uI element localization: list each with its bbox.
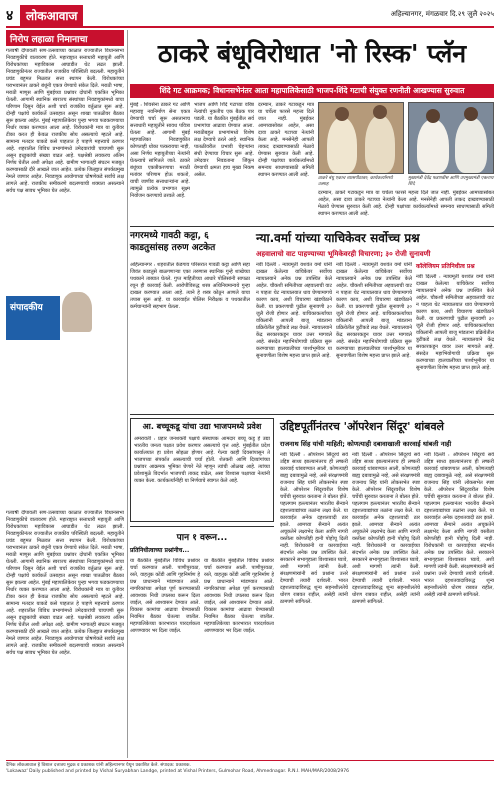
story5-headline: उद्दिष्टपूर्तीनंतरच 'ऑपरेशन सिंदूर' थांबवले [280, 420, 445, 433]
story2-body: अहिल्यानगर : शहरातील केडगाव परिसरात गावठी कट्टा आणि सहा जिवंत काडतुसे बाळगणाऱ्या एका तरुणास स्थानिक गुन्हे शाखेच्या पथकाने ताब्यात घेतले. गुप्त माहितीच्या आधारे पोलिसांनी सापळा रचून ही कारवाई केली. आरोपीविरुद्ध शस्त्र अधिनियमान्वये गुन्हा दाखल करण्यात आला आहे. त्याने हे शस्त्र कोठून आणले याचा तपास सुरू आहे. या कारवाईत पोलिस निरीक्षक व पथकातील कर्मचाऱ्यांनी सहभाग घेतला. [130, 262, 250, 310]
lead-col-2: भाजप आणि शिंदे गटाच्या वरिष्ठ नेत्यांची नुकतीच एक बैठक पार पडली. या बैठकीत मुंबईतील सर्व प्रभागांचा आढावा घेण्यात आला. मराठीबहुल प्रभागांमध्ये विशेष लक्ष देण्याचे ठरले आहे. स्थानिक पातळीवरील प्रभावी चेहऱ्यांना संधी देण्याचा विचार सुरू आहे. उमेदवार निवडताना जिंकून येण्याची क्षमता हाच मुख्य निकष असेल. [194, 102, 254, 178]
imprint-footer [6, 760, 494, 790]
story4-headline: आ. बच्चूकडू यांचा उद्या भाजपमध्ये प्रवेश [142, 422, 262, 431]
second-photo-caption: मुख्यमंत्री देवेंद्र फडणवीस आणि उपमुख्यमंत्री एकनाथ शिंदे [408, 176, 494, 187]
editor-photo [62, 292, 92, 332]
section-divider-3 [130, 526, 274, 527]
section-divider [130, 226, 494, 227]
section-divider-2 [130, 414, 494, 415]
column-rule [127, 30, 128, 758]
page-number: ४ [6, 8, 14, 24]
story3-col-1: नवी दिल्ली : न्यायमूर्ती यशवंत वर्मा यांनी दाखल केलेल्या याचिकेवर सर्वोच्च न्यायालयाने अनेक प्रश्न उपस्थित केले आहेत. चौकशी समितीच्या अहवालाची वाट न पाहता थेट न्यायालयात धाव घेण्यामागचे कारण काय, अशी विचारणा खंडपीठाने केली. या प्रकरणाची पुढील सुनावणी ३० जुलै रोजी होणार आहे. याचिकाकर्त्यांच्या वकिलांनी आपली बाजू मांडताना प्रक्रियेतील त्रुटींकडे लक्ष वेधले. न्यायालयाने केंद्र सरकारकडून यावर उत्तर मागवले आहे. संसदेत महाभियोगाची प्रक्रिया सुरू करण्याच्या हालचालींच्या पार्श्वभूमीवर या सुनावणीला विशेष महत्त्व प्राप्त झाले आहे. [256, 262, 332, 359]
dateline: अहिल्यानगर, मंगळवार दि.२९ जुलै २०२५ [390, 10, 494, 18]
masthead-logo: लोकआवाज [20, 5, 83, 26]
story5-subhead: राजनाथ सिंह यांची माहिती; कोणत्याही दबावाखाली कारवाई थांबली नाही [280, 440, 452, 448]
editorial-continued: गतवर्षी दीपावली सण-उत्सवाच्या काळात राज्यातील विधानसभा निवडणुकीचे वातावरण होते. महाराष्ट्रात सत्ताधारी महायुती आणि विरोधकांच्या महाविकास आघाडीत थेट लढत झाली. निवडणुकीनंतर राज्यातील राजकीय परिस्थिती बदलली. महायुतीने प्रचंड बहुमत मिळवत सत्ता स्थापन केली. विरोधकांच्या पराभवानंतर ठाकरे बंधूंनी एकत्र येण्याचे संकेत दिले. मराठी भाषा, मराठी माणूस आणि मुंबईच्या प्रश्नांवर दोघांनी एकत्रित भूमिका घेतली. आगामी स्थानिक स्वराज्य संस्थांच्या निवडणुकांमध्ये याचा परिणाम दिसून येईल अशी चर्चा राजकीय वर्तुळात सुरू आहे. दोन्ही पक्षांचे कार्यकर्ते उत्साहात असून शाखा पातळीवर बैठका सुरू झाल्या आहेत. मुंबई महापालिकेवर पुन्हा भगवा फडकवण्याचा निर्धार व्यक्त करण्यात आला आहे. विरोधकांनी मात्र या युतीवर टीका करत ही केवळ राजकीय सोय असल्याचे म्हटले आहे. सामान्य मतदार याकडे कसे पाहतात हे पाहणे महत्त्वाचे ठरणार आहे. शहरातील विविध प्रभागांमध्ये उमेदवारांची चाचपणी सुरू असून इच्छुकांची संख्या वाढत आहे. पक्षश्रेष्ठी लवकरच अंतिम निर्णय घेतील अशी अपेक्षा आहे. ग्रामीण भागातही संघटन मजबूत करण्यासाठी दौरे आखले जात आहेत. प्रत्येक जिल्ह्यात संपर्कप्रमुख नेमले जाणार आहेत. निवडणूक आयोगाच्या घोषणेकडे सर्वांचे लक्ष लागले आहे. राजकीय समीकरणे बदलण्याची शक्यता असल्याने सर्वच पक्ष सावध भूमिका घेत आहेत. [6, 510, 124, 656]
editorial-body: गतवर्षी दीपावली सण-उत्सवाच्या काळात राज्यातील विधानसभा निवडणुकीचे वातावरण होते. महाराष्ट्रात सत्ताधारी महायुती आणि विरोधकांच्या महाविकास आघाडीत थेट लढत झाली. निवडणुकीनंतर राज्यातील राजकीय परिस्थिती बदलली. महायुतीने प्रचंड बहुमत मिळवत सत्ता स्थापन केली. विरोधकांच्या पराभवानंतर ठाकरे बंधूंनी एकत्र येण्याचे संकेत दिले. मराठी भाषा, मराठी माणूस आणि मुंबईच्या प्रश्नांवर दोघांनी एकत्रित भूमिका घेतली. आगामी स्थानिक स्वराज्य संस्थांच्या निवडणुकांमध्ये याचा परिणाम दिसून येईल अशी चर्चा राजकीय वर्तुळात सुरू आहे. दोन्ही पक्षांचे कार्यकर्ते उत्साहात असून शाखा पातळीवर बैठका सुरू झाल्या आहेत. मुंबई महापालिकेवर पुन्हा भगवा फडकवण्याचा निर्धार व्यक्त करण्यात आला आहे. विरोधकांनी मात्र या युतीवर टीका करत ही केवळ राजकीय सोय असल्याचे म्हटले आहे. सामान्य मतदार याकडे कसे पाहतात हे पाहणे महत्त्वाचे ठरणार आहे. शहरातील विविध प्रभागांमध्ये उमेदवारांची चाचपणी सुरू असून इच्छुकांची संख्या वाढत आहे. पक्षश्रेष्ठी लवकरच अंतिम निर्णय घेतील अशी अपेक्षा आहे. ग्रामीण भागातही संघटन मजबूत करण्यासाठी दौरे आखले जात आहेत. प्रत्येक जिल्ह्यात संपर्कप्रमुख नेमले जाणार आहेत. निवडणूक आयोगाच्या घोषणेकडे सर्वांचे लक्ष लागले आहे. राजकीय समीकरणे बदलण्याची शक्यता असल्याने सर्वच पक्ष सावध भूमिका घेत आहेत. [6, 48, 124, 194]
story5-col-2: नवी दिल्ली : ऑपरेशन सिंदूरचे सर्व उद्दिष्ट साध्य झाल्यानंतरच ही लष्करी कारवाई थांबवण्यात आली, कोणत्याही बाह्य दबावामुळे नव्हे, असे संरक्षणमंत्री राजनाथ सिंह यांनी लोकसभेत स्पष्ट केले. ऑपरेशन सिंदूरवरील विशेष चर्चेची सुरुवात करताना ते बोलत होते. पहलगाम हल्ल्यानंतर भारतीय सैन्याने दहशतवाद्यांच्या तळांना लक्ष्य केले. या कारवाईत अनेक दहशतवादी ठार झाले. आमच्या सैन्याने अत्यंत अचूकतेने लक्ष्यभेद केला आणि नागरी वस्तीला कोणतीही हानी पोहोचू दिली नाही. विरोधकांनी या कारवाईच्या संदर्भात अनेक प्रश्न उपस्थित केले. सरकारने सभागृहाला विश्वासात घ्यावे, अशी मागणी त्यांनी केली. संरक्षणमंत्र्यांनी सर्व प्रश्नांना उत्तरे देण्याची तयारी दर्शवली. भारत दहशतवादाविरुद्ध शून्य सहनशीलतेचे धोरण राबवत राहील, असेही त्यांनी ठामपणे सांगितले. [352, 452, 420, 605]
lead-photo [318, 102, 404, 174]
lead-subhead: शिंदे गट आक्रमक; विधानसभेनंतर आता महापालिकेसाठी भाजप-शिंदे गटाची संयुक्त रणनीती आखण्यास सुरुवात [130, 84, 494, 98]
imprint-line-2: 'Lokawaz' Daily published and printed by Vishal Suryabhan Landge, printed at Vishal Printers, Gulmohar Road, Ahmednagar. R.N.I. MAH/MAR/2008/2976 [6, 769, 349, 774]
lead-headline: ठाकरे बंधूविरोधात 'नो रिस्क' प्लॅन [157, 39, 467, 68]
lead-continued: दरम्यान, ठाकरे गटाकडून मात्र या चर्चेला फारसे महत्त्व दिले जात नाही. मुंबईकर आमच्यासोबत आहेत, असा दावा ठाकरे गटाच्या नेत्यांनी केला आहे. मनसेनेही आपली ताकद दाखवण्यासाठी मेळावे घेण्यास सुरुवात केली आहे. दोन्ही पक्षांच्या कार्यकर्त्यांमध्ये समन्वय साधण्यासाठी समिती स्थापन करण्यात आली आहे. [318, 190, 494, 217]
story6-col-2: या बैठकीत मुंबईतील विविध प्रश्नांवर चर्चा करण्यात आली. पाणीपुरवठा, रस्ते, वाहतूक कोंडी आणि गृहनिर्माण हे प्रश्न प्राधान्याने मांडण्यात आले. नागरिकांच्या अपेक्षा पूर्ण करण्यासाठी आवश्यक निधी उपलब्ध करून दिला जाईल, असे आश्वासन देण्यात आले. विकास कामांचा आढावा घेण्यासाठी नियमित बैठका घेतल्या जातील. महापालिकेच्या कारभारात पारदर्शकता आणण्यावर भर दिला जाईल. [204, 558, 274, 634]
lead-col-3: दरम्यान, ठाकरे गटाकडून मात्र या चर्चेला फारसे महत्त्व दिले जात नाही. मुंबईकर आमच्यासोबत आहेत, असा दावा ठाकरे गटाच्या नेत्यांनी केला आहे. मनसेनेही आपली ताकद दाखवण्यासाठी मेळावे घेण्यास सुरुवात केली आहे. दोन्ही पक्षांच्या कार्यकर्त्यांमध्ये समन्वय साधण्यासाठी समिती स्थापन करण्यात आली आहे. [258, 102, 314, 178]
story6-col-1: या बैठकीत मुंबईतील विविध प्रश्नांवर चर्चा करण्यात आली. पाणीपुरवठा, रस्ते, वाहतूक कोंडी आणि गृहनिर्माण हे प्रश्न प्राधान्याने मांडण्यात आले. नागरिकांच्या अपेक्षा पूर्ण करण्यासाठी आवश्यक निधी उपलब्ध करून दिला जाईल, असे आश्वासन देण्यात आले. विकास कामांचा आढावा घेण्यासाठी नियमित बैठका घेतल्या जातील. महापालिकेच्या कारभारात पारदर्शकता आणण्यावर भर दिला जाईल. [130, 558, 200, 634]
imprint-line-1: दैनिक लोकआवाज हे विशाल दत्तात्रय मुद्रक व प्रकाशक यांनी अहिल्यानगर येथून प्रकाशित केले. संपादक: प्रकाशक. [6, 763, 191, 768]
story5-col-3: नवी दिल्ली : ऑपरेशन सिंदूरचे सर्व उद्दिष्ट साध्य झाल्यानंतरच ही लष्करी कारवाई थांबवण्यात आली, कोणत्याही बाह्य दबावामुळे नव्हे, असे संरक्षणमंत्री राजनाथ सिंह यांनी लोकसभेत स्पष्ट केले. ऑपरेशन सिंदूरवरील विशेष चर्चेची सुरुवात करताना ते बोलत होते. पहलगाम हल्ल्यानंतर भारतीय सैन्याने दहशतवाद्यांच्या तळांना लक्ष्य केले. या कारवाईत अनेक दहशतवादी ठार झाले. आमच्या सैन्याने अत्यंत अचूकतेने लक्ष्यभेद केला आणि नागरी वस्तीला कोणतीही हानी पोहोचू दिली नाही. विरोधकांनी या कारवाईच्या संदर्भात अनेक प्रश्न उपस्थित केले. सरकारने सभागृहाला विश्वासात घ्यावे, अशी मागणी त्यांनी केली. संरक्षणमंत्र्यांनी सर्व प्रश्नांना उत्तरे देण्याची तयारी दर्शवली. भारत दहशतवादाविरुद्ध शून्य सहनशीलतेचे धोरण राबवत राहील, असेही त्यांनी ठामपणे सांगितले. [424, 452, 494, 598]
second-photo [408, 102, 494, 174]
story3-subhead: अहवालाचो वाट पाहण्याच्या भूमिकेवरही विचारणा; ३० रोजी सुनावणी [256, 250, 431, 258]
lead-photo-caption: ठाकरे बंधू एकाच व्यासपीठावर; कार्यकर्त्यांमध्ये उत्साह [318, 176, 393, 187]
story3-side-head: कॉलेजियम प्रतिनिधीत्व प्रश्न [416, 263, 475, 270]
story4-body: अमरावती : प्रहार जनशक्ती पक्षाचे संस्थापक आमदार बच्चू कडू हे उद्या भारतीय जनता पक्षात प्रवेश करणार असल्याचे वृत्त आहे. मुंबईतील प्रदेश कार्यालयात हा प्रवेश सोहळा होणार आहे. गेल्या काही दिवसांपासून ते भाजपच्या संपर्कात असल्याची चर्चा होती. शेतकरी आणि दिव्यांगांच्या प्रश्नांवर आक्रमक भूमिका घेणारे नेते म्हणून त्यांची ओळख आहे. त्यांच्या प्रवेशामुळे विदर्भात भाजपची ताकद वाढेल, असा विश्वास पक्षाच्या नेत्यांनी व्यक्त केला. कार्यकर्त्यांनीही या निर्णयाचे स्वागत केले आहे. [134, 436, 270, 484]
story2-headline: नगरमध्ये गावठी कट्टा, ६ काडतुसांसह तरुण अटकेत [130, 231, 216, 253]
header-rule [6, 26, 494, 28]
story3-headline: न्या.वर्मा यांच्या याचिकेवर सर्वोच्च प्रश्न [256, 231, 420, 245]
story3-col-2: नवी दिल्ली : न्यायमूर्ती यशवंत वर्मा यांनी दाखल केलेल्या याचिकेवर सर्वोच्च न्यायालयाने अनेक प्रश्न उपस्थित केले आहेत. चौकशी समितीच्या अहवालाची वाट न पाहता थेट न्यायालयात धाव घेण्यामागचे कारण काय, अशी विचारणा खंडपीठाने केली. या प्रकरणाची पुढील सुनावणी ३० जुलै रोजी होणार आहे. याचिकाकर्त्यांच्या वकिलांनी आपली बाजू मांडताना प्रक्रियेतील त्रुटींकडे लक्ष वेधले. न्यायालयाने केंद्र सरकारकडून यावर उत्तर मागवले आहे. संसदेत महाभियोगाची प्रक्रिया सुरू करण्याच्या हालचालींच्या पार्श्वभूमीवर या सुनावणीला विशेष महत्त्व प्राप्त झाले आहे. [336, 262, 412, 359]
story6-subhead: प्रतिनिधीत्वाच्या प्रश्नांनीच... [130, 547, 190, 554]
editor-badge: संपादकीय [6, 296, 60, 340]
story3-col-3: नवी दिल्ली : न्यायमूर्ती यशवंत वर्मा यांनी दाखल केलेल्या याचिकेवर सर्वोच्च न्यायालयाने अनेक प्रश्न उपस्थित केले आहेत. चौकशी समितीच्या अहवालाची वाट न पाहता थेट न्यायालयात धाव घेण्यामागचे कारण काय, अशी विचारणा खंडपीठाने केली. या प्रकरणाची पुढील सुनावणी ३० जुलै रोजी होणार आहे. याचिकाकर्त्यांच्या वकिलांनी आपली बाजू मांडताना प्रक्रियेतील त्रुटींकडे लक्ष वेधले. न्यायालयाने केंद्र सरकारकडून यावर उत्तर मागवले आहे. संसदेत महाभियोगाची प्रक्रिया सुरू करण्याच्या हालचालींच्या पार्श्वभूमीवर या सुनावणीला विशेष महत्त्व प्राप्त झाले आहे. [416, 274, 494, 371]
page-header [6, 4, 494, 26]
editorial-tag: निरोप लहाळा निमानाचा [6, 30, 124, 46]
lead-col-1: मुंबई : शिवसेना ठाकरे गट आणि महाराष्ट्र नवनिर्माण सेना एकत्र येण्याची चर्चा सुरू असतानाच सत्ताधारी महायुतीने सावध पवित्रा घेतला आहे. आगामी मुंबई महापालिका निवडणुकीत कोणताही धोका पत्करायचा नाही, असा निर्णय महायुतीच्या नेत्यांनी घेतल्याचे सांगितले जाते. ठाकरे बंधूंच्या एकत्रीकरणाचा मराठी मतांवर परिणाम होऊ शकतो, याची जाणीव सत्ताधाऱ्यांना आहे. त्यामुळे प्रत्येक प्रभागात सूक्ष्म नियोजन करण्याचे ठरवले आहे. [130, 102, 190, 199]
story6-headline: पान १ वरून... [176, 533, 228, 543]
story5-col-1: नवी दिल्ली : ऑपरेशन सिंदूरचे सर्व उद्दिष्ट साध्य झाल्यानंतरच ही लष्करी कारवाई थांबवण्यात आली, कोणत्याही बाह्य दबावामुळे नव्हे, असे संरक्षणमंत्री राजनाथ सिंह यांनी लोकसभेत स्पष्ट केले. ऑपरेशन सिंदूरवरील विशेष चर्चेची सुरुवात करताना ते बोलत होते. पहलगाम हल्ल्यानंतर भारतीय सैन्याने दहशतवाद्यांच्या तळांना लक्ष्य केले. या कारवाईत अनेक दहशतवादी ठार झाले. आमच्या सैन्याने अत्यंत अचूकतेने लक्ष्यभेद केला आणि नागरी वस्तीला कोणतीही हानी पोहोचू दिली नाही. विरोधकांनी या कारवाईच्या संदर्भात अनेक प्रश्न उपस्थित केले. सरकारने सभागृहाला विश्वासात घ्यावे, अशी मागणी त्यांनी केली. संरक्षणमंत्र्यांनी सर्व प्रश्नांना उत्तरे देण्याची तयारी दर्शवली. भारत दहशतवादाविरुद्ध शून्य सहनशीलतेचे धोरण राबवत राहील, असेही त्यांनी ठामपणे सांगितले. [280, 452, 348, 605]
